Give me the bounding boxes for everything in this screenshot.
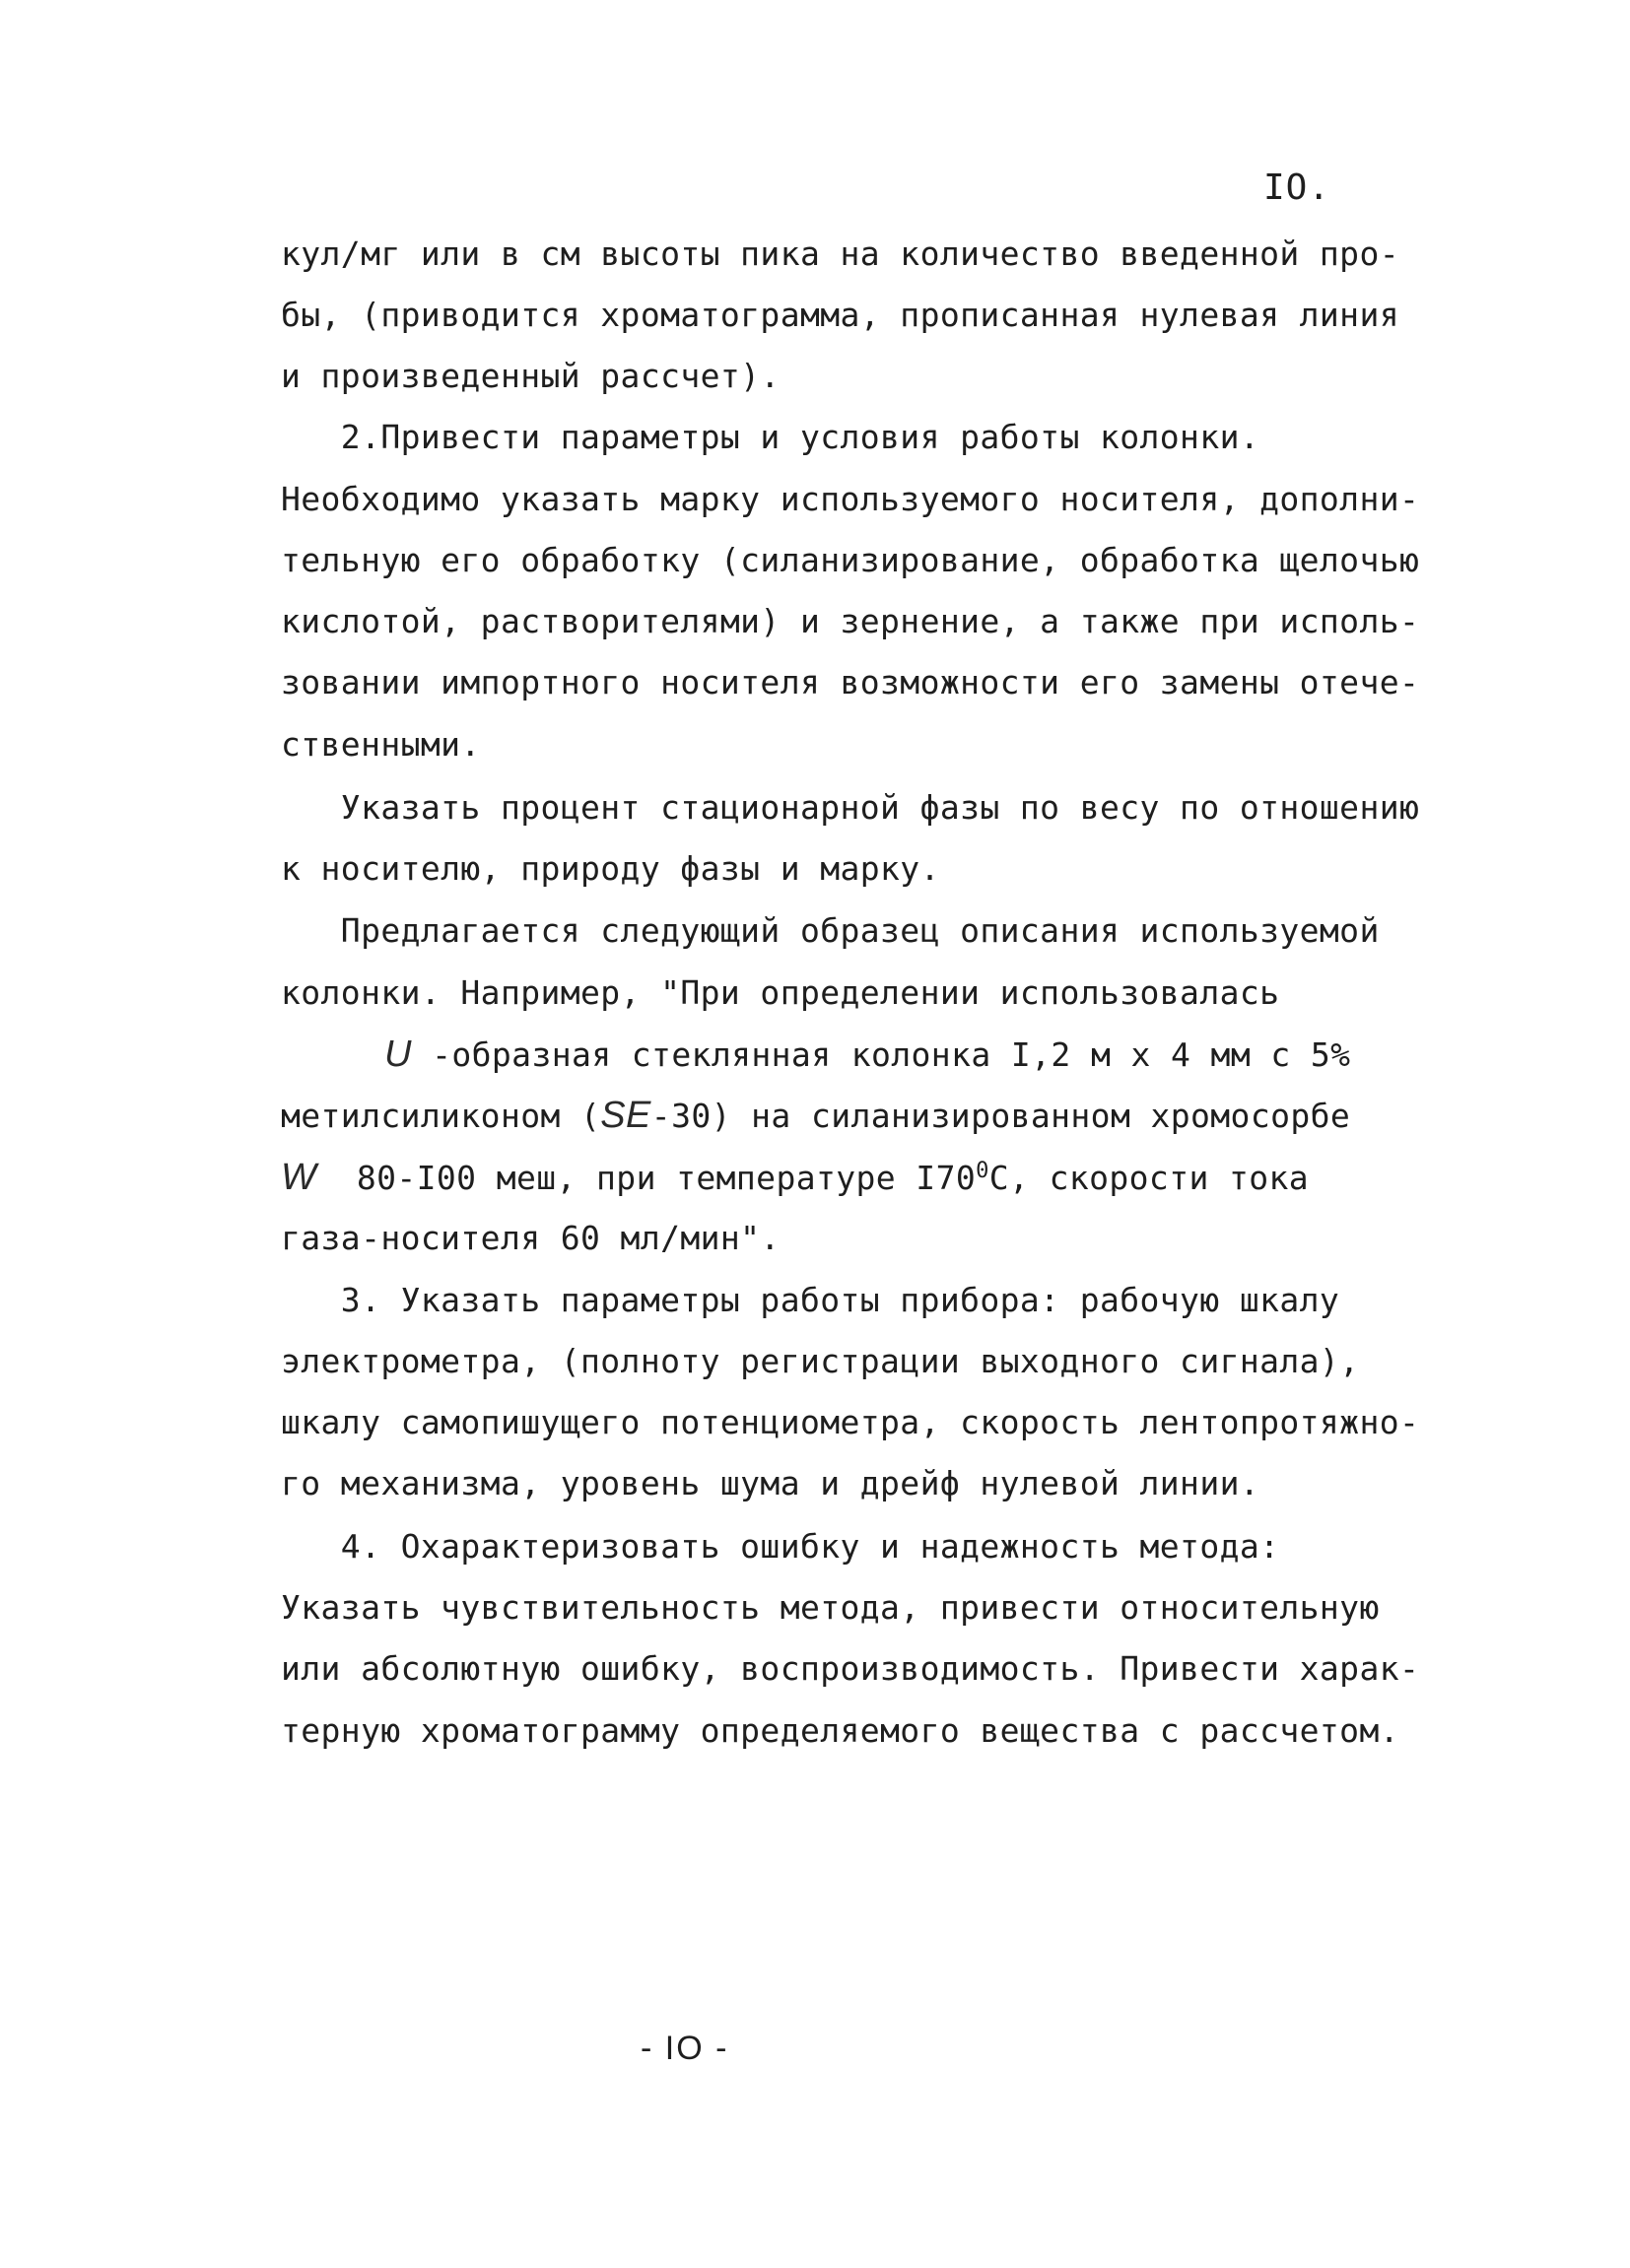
w-letter: W bbox=[281, 1157, 317, 1198]
text-line: колонки. Например, "При определении использовалась bbox=[281, 973, 1280, 1012]
u-line-text: -образная стеклянная колонка I,2 м х 4 мм с 5% bbox=[411, 1035, 1351, 1074]
text-line: го механизма, уровень шума и дрейф нулевой линии. bbox=[281, 1464, 1260, 1502]
mesh-description-line bbox=[281, 1158, 1309, 1198]
text-line: кул/мг или в см высоты пика на количество введенной про- bbox=[281, 234, 1399, 273]
se-open-text: метилсиликоном ( bbox=[281, 1097, 601, 1135]
u-letter: U bbox=[384, 1034, 412, 1075]
text-line: Предлагается следующий образец описания используемой bbox=[281, 911, 1380, 950]
text-line: и произведенный рассчет). bbox=[281, 357, 781, 395]
phase-description-line bbox=[281, 1096, 1350, 1136]
text-line: бы, (приводится хроматограмма, прописанная нулевая линия bbox=[281, 296, 1399, 334]
page-number-bottom: - IO - bbox=[641, 2030, 729, 2067]
column-description-line bbox=[384, 1034, 1350, 1075]
text-line: зовании импортного носителя возможности его замены отече- bbox=[281, 663, 1420, 701]
text-line: или абсолютную ошибку, воспроизводимость. Привести харак- bbox=[281, 1649, 1420, 1688]
text-line: к носителю, природу фазы и марку. bbox=[281, 849, 940, 888]
se-close-text: -30) на силанизированном хромосорбе bbox=[650, 1097, 1351, 1135]
text-line: Указать чувствительность метода, привести относительную bbox=[281, 1588, 1380, 1627]
degree-mark: 0 bbox=[976, 1159, 989, 1183]
text-line: 3. Указать параметры работы прибора: рабочую шкалу bbox=[281, 1281, 1340, 1319]
text-line: 4. Охарактеризовать ошибку и надежность метода: bbox=[281, 1527, 1280, 1566]
mesh-tail-text: С, скорости тока bbox=[988, 1159, 1310, 1197]
text-line: электрометра, (полноту регистрации выходного сигнала), bbox=[281, 1342, 1360, 1380]
mesh-text: 80-I00 меш, при температуре I70 bbox=[316, 1159, 977, 1197]
se-letters: SE bbox=[600, 1095, 651, 1136]
text-line: терную хроматограмму определяемого вещества с рассчетом. bbox=[281, 1711, 1399, 1750]
text-line: Указать процент стационарной фазы по весу по отношению bbox=[281, 788, 1420, 827]
page-number-top: IO. bbox=[1263, 167, 1331, 208]
text-line: 2.Привести параметры и условия работы колонки. bbox=[281, 418, 1260, 456]
text-line: тельную его обработку (силанизирование, обработка щелочью bbox=[281, 541, 1420, 579]
text-line: кислотой, растворителями) и зернение, а также при исполь- bbox=[281, 602, 1420, 640]
text-line: газа-носителя 60 мл/мин". bbox=[281, 1219, 781, 1257]
text-line: ственными. bbox=[281, 725, 481, 764]
text-line: Необходимо указать марку используемого носителя, дополни- bbox=[281, 480, 1420, 518]
text-line: шкалу самопишущего потенциометра, скорость лентопротяжно- bbox=[281, 1403, 1420, 1441]
